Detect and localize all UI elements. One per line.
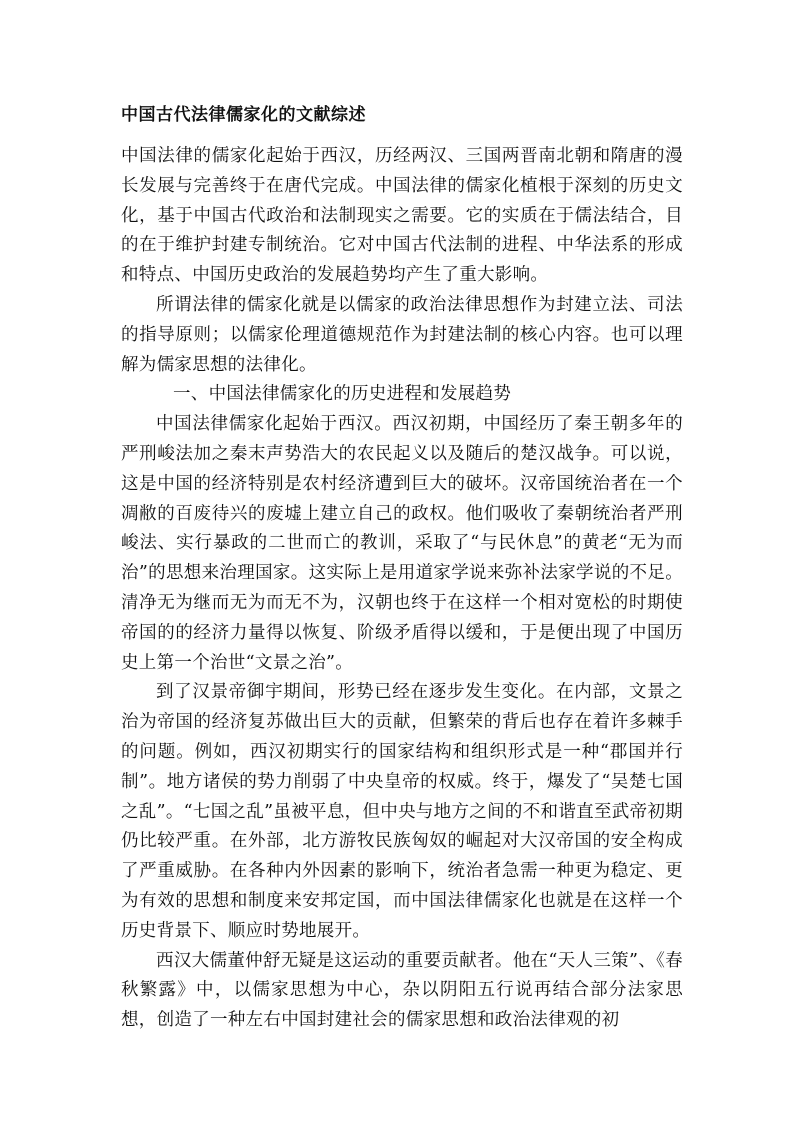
document-page xyxy=(121,100,683,1036)
section-paragraph-3: 西汉大儒董仲舒无疑是这运动的重要贡献者。他在“天人三策”、《春秋繁露》中，以儒家思想为中心，杂以阴阳五行说再结合部分法家思想，创造了一种左右中国封建社会的儒家思想和政治法律观的初 xyxy=(121,950,683,1031)
document-title: 中国古代法律儒家化的文献综述 xyxy=(121,105,366,125)
intro-paragraph: 中国法律的儒家化起始于西汉，历经两汉、三国两晋南北朝和隋唐的漫长发展与完善终于在唐代完成。中国法律的儒家化植根于深刻的历史文化，基于中国古代政治和法制现实之需要。它的实质在于儒法结合，目的在于维护封建专制统治。它对中国古代法制的进程、中华法系的形成和特点、中国历史政治的发展趋势均产生了重大影响。 xyxy=(121,146,683,286)
section-heading: 一、中国法律儒家化的历史进程和发展趋势 xyxy=(173,384,512,405)
definition-paragraph: 所谓法律的儒家化就是以儒家的政治法律思想作为封建立法、司法的指导原则；以儒家伦理道德规范作为封建法制的核心内容。也可以理解为儒家思想的法律化。 xyxy=(121,294,683,375)
section-paragraph-2: 到了汉景帝御宇期间，形势已经在逐步发生变化。在内部，文景之治为帝国的经济复苏做出巨大的贡献，但繁荣的背后也存在着许多棘手的问题。例如，西汉初期实行的国家结构和组织形式是一种“郡国并行制”。地方诸侯的势力削弱了中央皇帝的权威。终于，爆发了“吴楚七国之乱”。“七国之乱”虽被平息，但中央与地方之间的不和谐直至武帝初期仍比较严重。在外部，北方游牧民族匈奴的崛起对大汉帝国的安全构成了严重威胁。在各种内外因素的影响下，统治者急需一种更为稳定、更为有效的思想和制度来安邦定国，而中国法律儒家化也就是在这样一个历史背景下、顺应时势地展开。 xyxy=(121,682,683,941)
section-paragraph-1: 中国法律儒家化起始于西汉。西汉初期，中国经历了秦王朝多年的严刑峻法加之秦末声势浩大的农民起义以及随后的楚汉战争。可以说，这是中国的经济特别是农村经济遭到巨大的破坏。汉帝国统治者在一个凋敝的百废待兴的废墟上建立自己的政权。他们吸收了秦朝统治者严刑峻法、实行暴政的二世而亡的教训，采取了“与民休息”的黄老“无为而治”的思想来治理国家。这实际上是用道家学说来弥补法家学说的不足。清净无为继而无为而无不为，汉朝也终于在这样一个相对宽松的时期使帝国的的经济力量得以恢复、阶级矛盾得以缓和，于是便出现了中国历史上第一个治世“文景之治”。 xyxy=(121,414,683,673)
